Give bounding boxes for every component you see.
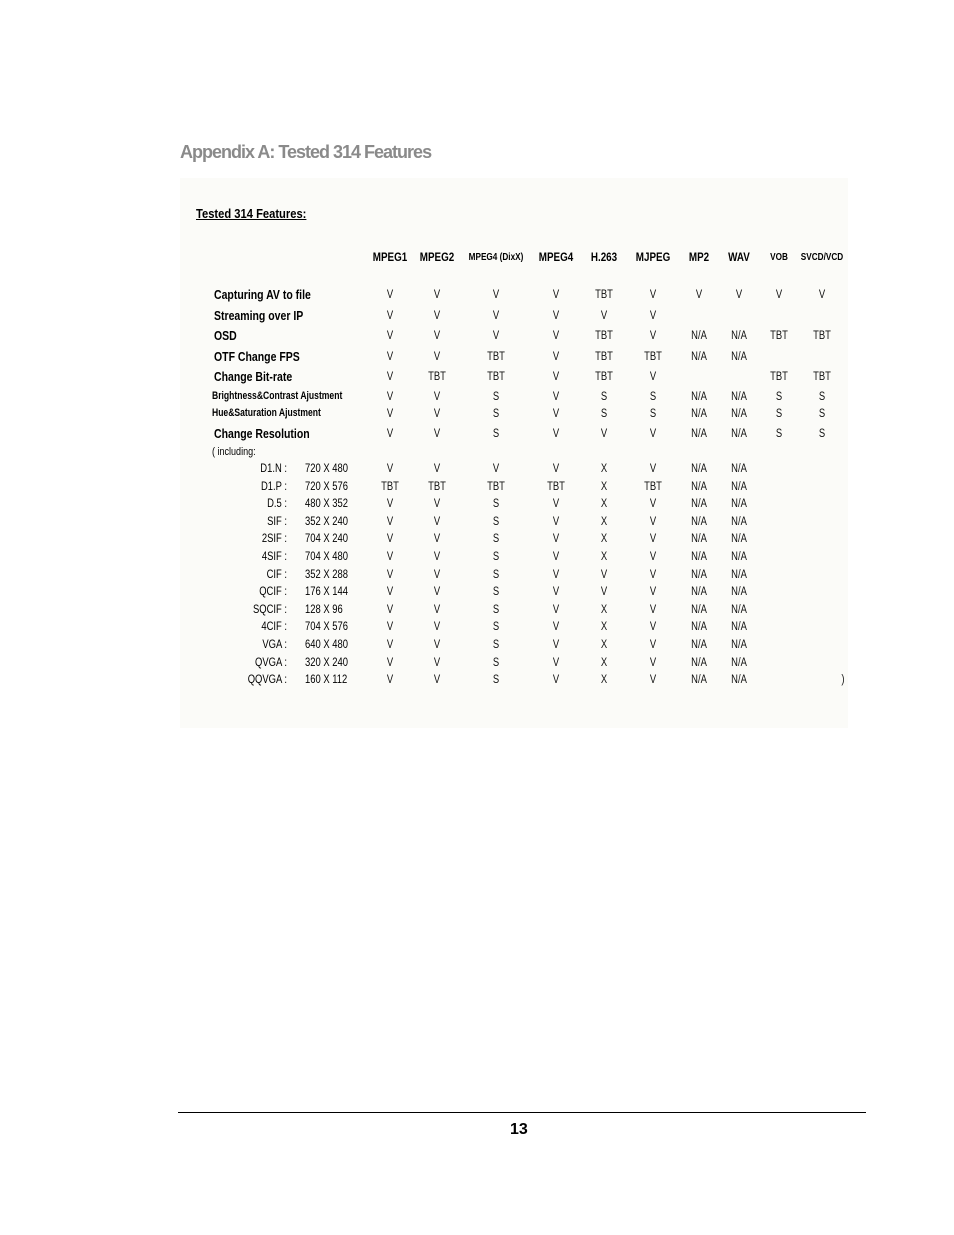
table-cell: V <box>433 603 441 616</box>
table-cell: V <box>386 289 394 301</box>
table-cell: X <box>600 533 608 546</box>
table-cell: N/A <box>691 480 707 493</box>
column-header: MP2 <box>688 250 710 264</box>
table-cell: V <box>433 289 441 301</box>
table-cell: N/A <box>691 551 707 563</box>
table-cell: V <box>552 586 560 599</box>
table-cell: V <box>386 674 394 687</box>
resolution-name: SIF : <box>267 515 287 528</box>
table-cell: S <box>492 656 500 669</box>
feature-label: Capturing AV to file <box>214 288 311 302</box>
resolution-dimensions: 480 X 352 <box>305 498 348 511</box>
table-cell: V <box>386 371 394 383</box>
table-cell: V <box>433 586 441 599</box>
table-cell: V <box>552 371 560 383</box>
table-cell: N/A <box>731 533 747 546</box>
table-subtitle: Tested 314 Features: <box>196 206 307 221</box>
table-cell: V <box>552 310 560 322</box>
table-cell: V <box>386 351 394 363</box>
table-cell: S <box>775 428 783 440</box>
column-header: SVCD/VCD <box>800 252 844 263</box>
table-cell: V <box>649 310 657 322</box>
table-cell: V <box>649 533 657 546</box>
feature-label: OSD <box>214 329 237 343</box>
table-cell: V <box>775 289 783 301</box>
table-cell: V <box>552 551 560 563</box>
table-cell: V <box>386 551 394 563</box>
table-cell: V <box>386 498 394 511</box>
table-cell: N/A <box>691 351 707 363</box>
column-header: MPEG2 <box>419 250 455 264</box>
resolution-dimensions: 128 X 96 <box>305 603 343 616</box>
table-cell: TBT <box>644 351 662 363</box>
table-cell: N/A <box>691 428 707 440</box>
table-cell: N/A <box>691 621 707 634</box>
resolution-dimensions: 640 X 480 <box>305 639 348 651</box>
table-cell: V <box>649 621 657 634</box>
table-cell: TBT <box>487 480 505 493</box>
footer-rule <box>178 1112 866 1113</box>
table-cell: N/A <box>691 408 707 420</box>
table-cell: V <box>552 674 560 687</box>
table-cell: N/A <box>731 656 747 669</box>
table-cell: N/A <box>731 351 747 363</box>
table-cell: S <box>492 674 500 687</box>
table-cell: S <box>492 428 500 440</box>
table-cell: X <box>600 498 608 511</box>
table-cell: TBT <box>381 480 399 493</box>
resolution-name: SQCIF : <box>252 603 287 616</box>
table-cell: V <box>433 310 441 322</box>
table-cell: N/A <box>691 533 707 546</box>
resolution-dimensions: 176 X 144 <box>305 586 348 599</box>
table-cell: V <box>649 330 657 342</box>
table-cell: S <box>492 621 500 634</box>
resolution-dimensions: 704 X 480 <box>305 551 348 563</box>
table-cell: S <box>492 498 500 511</box>
closing-parenthesis: ) <box>841 674 845 687</box>
table-cell: V <box>386 463 394 475</box>
table-cell: V <box>386 586 394 599</box>
table-cell: N/A <box>731 391 747 403</box>
table-cell: N/A <box>691 330 707 342</box>
table-cell: V <box>649 428 657 440</box>
table-cell: V <box>649 463 657 475</box>
resolution-dimensions: 320 X 240 <box>305 656 348 669</box>
resolution-dimensions: 352 X 288 <box>305 568 348 581</box>
table-cell: TBT <box>595 330 613 342</box>
page-number: 13 <box>510 1121 528 1138</box>
table-cell: V <box>386 408 394 420</box>
table-cell: S <box>492 586 500 599</box>
table-cell: X <box>600 639 608 651</box>
resolution-name: 4CIF : <box>261 621 287 634</box>
table-cell: V <box>552 568 560 581</box>
feature-label: Change Resolution <box>214 427 310 441</box>
table-cell: V <box>433 330 441 342</box>
table-cell: X <box>600 621 608 634</box>
table-cell: V <box>386 533 394 546</box>
table-cell: TBT <box>547 480 565 493</box>
feature-label: Hue&Saturation Ajustment <box>212 407 321 419</box>
table-cell: V <box>649 289 657 301</box>
table-cell: V <box>433 551 441 563</box>
table-cell: V <box>386 603 394 616</box>
page-heading: Appendix A: Tested 314 Features <box>180 142 432 162</box>
resolution-name: QCIF : <box>259 586 287 599</box>
table-cell: N/A <box>691 603 707 616</box>
table-cell: V <box>433 408 441 420</box>
column-header: WAV <box>728 250 750 264</box>
table-cell: S <box>649 408 657 420</box>
table-cell: S <box>775 408 783 420</box>
resolution-name: QQVGA : <box>247 674 287 687</box>
table-cell: N/A <box>691 391 707 403</box>
table-cell: V <box>649 371 657 383</box>
table-cell: V <box>492 310 500 322</box>
table-cell: V <box>433 498 441 511</box>
table-cell: V <box>552 533 560 546</box>
table-cell: TBT <box>487 371 505 383</box>
table-cell: V <box>552 408 560 420</box>
table-cell: V <box>600 428 608 440</box>
table-cell: S <box>492 603 500 616</box>
resolution-dimensions: 352 X 240 <box>305 515 348 528</box>
column-header: MJPEG <box>635 250 671 264</box>
table-cell: S <box>492 408 500 420</box>
table-cell: N/A <box>731 515 747 528</box>
table-cell: V <box>386 428 394 440</box>
table-cell: TBT <box>813 330 831 342</box>
table-cell: TBT <box>770 330 788 342</box>
table-cell: V <box>433 621 441 634</box>
table-cell: S <box>492 391 500 403</box>
table-cell: N/A <box>731 603 747 616</box>
table-cell: N/A <box>731 551 747 563</box>
table-cell: TBT <box>428 371 446 383</box>
table-cell: X <box>600 603 608 616</box>
table-cell: V <box>386 391 394 403</box>
table-cell: V <box>649 603 657 616</box>
resolution-dimensions: 160 X 112 <box>305 674 348 687</box>
resolution-name: QVGA : <box>255 656 287 669</box>
table-cell: N/A <box>691 656 707 669</box>
table-cell: V <box>552 391 560 403</box>
table-cell: V <box>433 463 441 475</box>
table-cell: N/A <box>731 480 747 493</box>
table-cell: N/A <box>731 674 747 687</box>
table-cell: N/A <box>691 568 707 581</box>
table-cell: N/A <box>731 463 747 475</box>
table-cell: X <box>600 480 608 493</box>
table-cell: V <box>492 330 500 342</box>
table-cell: S <box>492 639 500 651</box>
resolution-name: D1.N : <box>260 463 287 475</box>
table-cell: V <box>649 586 657 599</box>
table-cell: N/A <box>731 639 747 651</box>
table-cell: X <box>600 674 608 687</box>
table-cell: V <box>552 639 560 651</box>
table-cell: S <box>818 408 826 420</box>
table-cell: S <box>649 391 657 403</box>
table-cell: TBT <box>770 371 788 383</box>
table-cell: V <box>649 568 657 581</box>
table-cell: N/A <box>731 621 747 634</box>
table-cell: V <box>433 515 441 528</box>
table-cell: N/A <box>691 639 707 651</box>
table-cell: S <box>775 391 783 403</box>
table-cell: V <box>386 639 394 651</box>
table-cell: TBT <box>595 371 613 383</box>
table-cell: V <box>649 515 657 528</box>
table-cell: S <box>492 515 500 528</box>
table-cell: V <box>386 310 394 322</box>
table-cell: V <box>492 289 500 301</box>
table-cell: N/A <box>691 463 707 475</box>
table-cell: X <box>600 656 608 669</box>
feature-label: Change Bit-rate <box>214 370 293 384</box>
table-cell: TBT <box>487 351 505 363</box>
table-cell: TBT <box>813 371 831 383</box>
table-cell: TBT <box>595 289 613 301</box>
table-cell: V <box>433 351 441 363</box>
table-cell: V <box>552 289 560 301</box>
resolution-name: D.5 : <box>267 498 287 511</box>
table-cell: S <box>600 391 608 403</box>
feature-label: Brightness&Contrast Ajustment <box>212 390 343 402</box>
table-cell: V <box>818 289 826 301</box>
table-cell: S <box>492 551 500 563</box>
column-header: MPEG4 <box>538 250 574 264</box>
resolution-dimensions: 720 X 576 <box>305 480 348 493</box>
table-cell: N/A <box>691 586 707 599</box>
table-cell: V <box>552 515 560 528</box>
table-cell: N/A <box>731 408 747 420</box>
table-cell: TBT <box>644 480 662 493</box>
table-cell: V <box>735 289 743 301</box>
table-cell: V <box>552 330 560 342</box>
table-cell: TBT <box>595 351 613 363</box>
resolution-name: CIF : <box>266 568 287 581</box>
resolution-name: 2SIF : <box>261 533 287 546</box>
table-cell: S <box>600 408 608 420</box>
table-cell: X <box>600 463 608 475</box>
table-cell: V <box>600 568 608 581</box>
feature-label: OTF Change FPS <box>214 350 300 364</box>
resolution-dimensions: 720 X 480 <box>305 463 348 475</box>
table-cell: N/A <box>691 515 707 528</box>
table-cell: N/A <box>731 498 747 511</box>
table-cell: V <box>433 533 441 546</box>
table-cell: X <box>600 515 608 528</box>
table-cell: TBT <box>428 480 446 493</box>
table-cell: V <box>433 568 441 581</box>
including-note: ( including: <box>212 446 256 458</box>
table-cell: N/A <box>731 568 747 581</box>
table-cell: V <box>433 391 441 403</box>
table-cell: V <box>492 463 500 475</box>
table-cell: V <box>433 656 441 669</box>
column-header: VOB <box>770 252 788 263</box>
table-cell: V <box>552 656 560 669</box>
table-cell: V <box>433 428 441 440</box>
table-cell: S <box>818 428 826 440</box>
column-header: MPEG1 <box>372 250 408 264</box>
table-cell: N/A <box>731 586 747 599</box>
table-cell: S <box>818 391 826 403</box>
table-cell: V <box>552 603 560 616</box>
table-cell: V <box>649 639 657 651</box>
table-cell: V <box>386 330 394 342</box>
table-cell: N/A <box>691 498 707 511</box>
feature-label: Streaming over IP <box>214 309 304 323</box>
table-cell: V <box>386 515 394 528</box>
column-header: H.263 <box>590 250 618 264</box>
column-header: MPEG4 (DixX) <box>468 252 524 263</box>
table-cell: V <box>386 621 394 634</box>
table-cell: V <box>386 656 394 669</box>
table-cell: V <box>552 428 560 440</box>
resolution-name: 4SIF : <box>261 551 287 563</box>
table-cell: V <box>552 498 560 511</box>
table-cell: V <box>649 551 657 563</box>
table-cell: X <box>600 551 608 563</box>
table-cell: V <box>649 498 657 511</box>
resolution-name: D1.P : <box>260 480 287 493</box>
resolution-dimensions: 704 X 576 <box>305 621 348 634</box>
table-cell: V <box>649 656 657 669</box>
table-cell: V <box>695 289 703 301</box>
table-cell: V <box>552 463 560 475</box>
table-cell: N/A <box>731 428 747 440</box>
table-cell: V <box>433 674 441 687</box>
table-cell: V <box>552 621 560 634</box>
table-cell: N/A <box>691 674 707 687</box>
table-cell: V <box>552 351 560 363</box>
resolution-dimensions: 704 X 240 <box>305 533 348 546</box>
table-cell: V <box>386 568 394 581</box>
table-cell: N/A <box>731 330 747 342</box>
table-cell: V <box>600 310 608 322</box>
table-cell: V <box>600 586 608 599</box>
table-cell: V <box>649 674 657 687</box>
table-cell: V <box>433 639 441 651</box>
table-cell: S <box>492 568 500 581</box>
resolution-name: VGA : <box>262 639 287 651</box>
table-cell: S <box>492 533 500 546</box>
